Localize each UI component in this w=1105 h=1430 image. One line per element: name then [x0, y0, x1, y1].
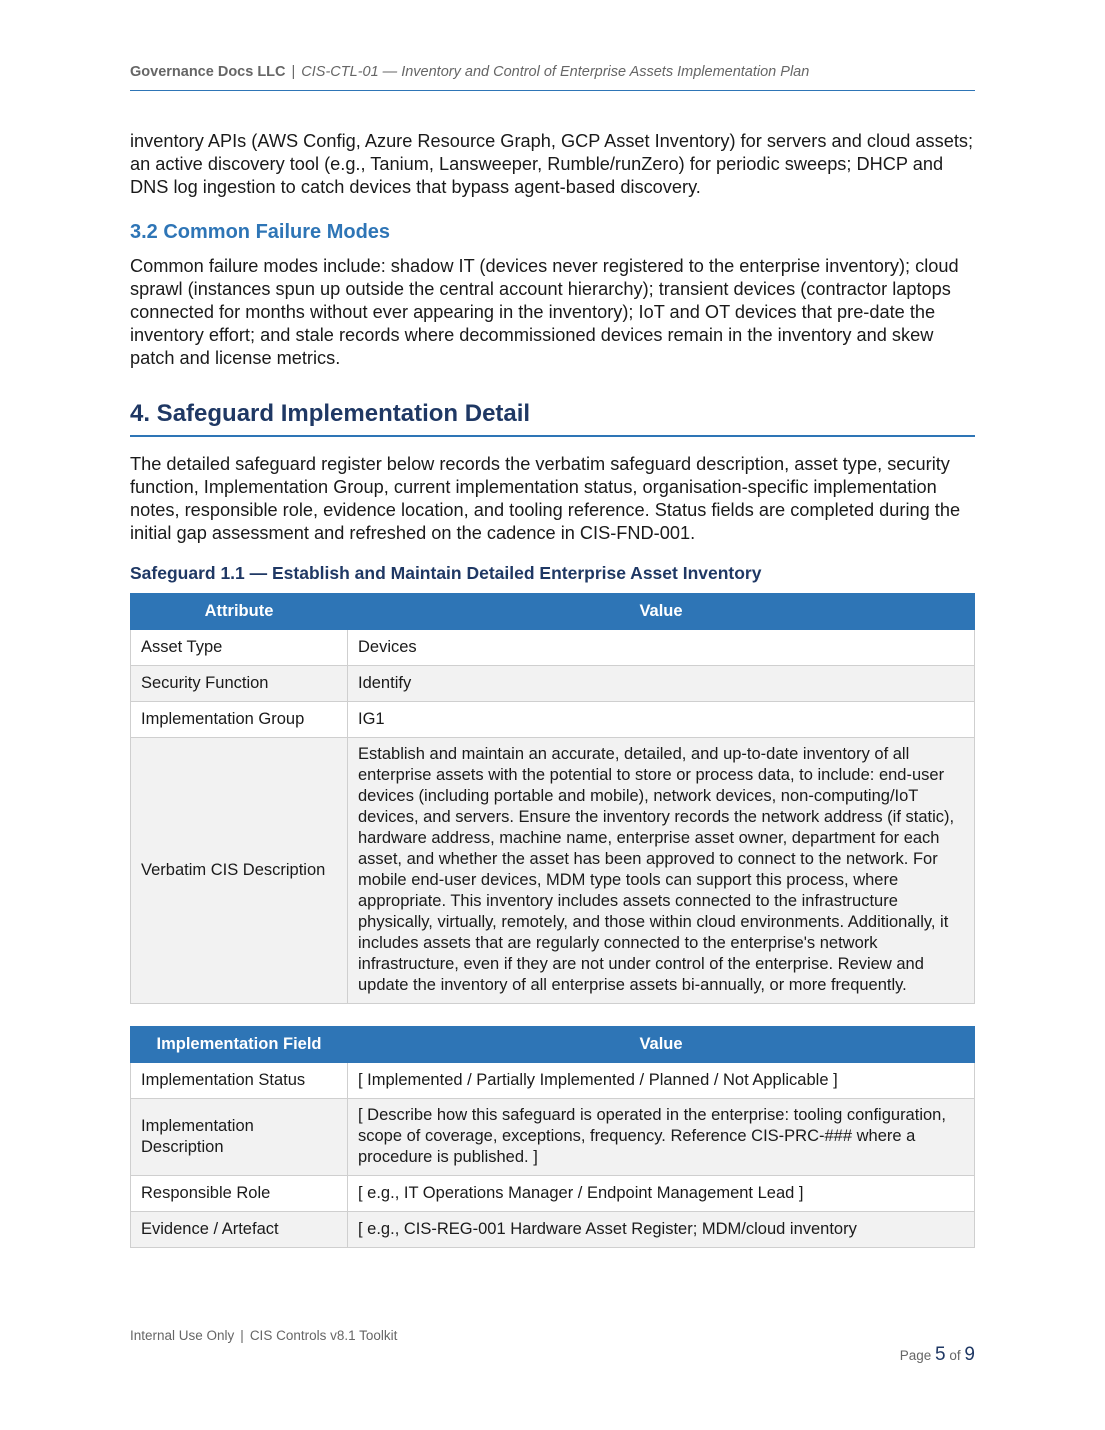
- value-cell: [ Implemented / Partially Implemented / Planned / Not Applicable ]: [348, 1063, 975, 1099]
- section-3-2-heading: 3.2 Common Failure Modes: [130, 221, 391, 243]
- table-row: [131, 738, 975, 1004]
- page-total: 9: [964, 1344, 975, 1365]
- header-separator: |: [291, 64, 296, 80]
- section-4-heading: 4. Safeguard Implementation Detail: [130, 400, 975, 437]
- attribute-cell: Asset Type: [131, 630, 348, 666]
- field-cell: Responsible Role: [131, 1176, 348, 1212]
- safeguard-caption: Safeguard 1.1 — Establish and Maintain Detailed Enterprise Asset Inventory: [130, 563, 762, 583]
- column-header-value: Value: [348, 1027, 975, 1063]
- table-row: [131, 1176, 975, 1212]
- attribute-table-header-row: [131, 594, 975, 630]
- table-row: [131, 702, 975, 738]
- field-cell: Implementation Description: [131, 1099, 348, 1176]
- implementation-table-header-row: [131, 1027, 975, 1063]
- column-header-value: Value: [348, 594, 975, 630]
- section-3-2-body: Common failure modes include: shadow IT (devices never registered to the enterprise inventory); cloud sprawl (instances spun up outside the central account hierarchy); transient devices (contractor laptops connected for months without ever appearing in the inventory); IoT and OT devices that pre-date the inventory effort; and stale records where decommissioned devices remain in the inventory and skew patch and license metrics.: [130, 256, 959, 368]
- page-current: 5: [935, 1344, 946, 1365]
- footer-separator: |: [240, 1328, 244, 1343]
- attribute-table: [130, 593, 975, 1004]
- value-cell: [ e.g., IT Operations Manager / Endpoint Management Lead ]: [348, 1176, 975, 1212]
- page-header: [130, 64, 975, 91]
- value-cell: Establish and maintain an accurate, detailed, and up-to-date inventory of all enterprise assets with the potential to store or process data, to include: end-user devices (including portable and mobile), network devices, non-computing/IoT devices, and servers. Ensure the inventory records the network address (if static), hardware address, machine name, enterprise asset owner, department for each asset, and whether the asset has been approved to connect to the network. For mobile end-user devices, MDM type tools can support this process, where appropriate. This inventory includes assets connected to the infrastructure physically, virtually, remotely, and those within cloud environments. Additionally, it includes assets that are regularly connected to the enterprise's network infrastructure, even if they are not under control of the enterprise. Review and update the inventory of all enterprise assets bi-annually, or more frequently.: [348, 738, 975, 1004]
- footer-toolkit-name: CIS Controls v8.1 Toolkit: [249, 1328, 398, 1343]
- column-header-attribute: Attribute: [131, 594, 348, 630]
- table-row: [131, 630, 975, 666]
- implementation-table: [130, 1026, 975, 1248]
- value-cell: Identify: [348, 666, 975, 702]
- column-header-implementation-field: Implementation Field: [131, 1027, 348, 1063]
- table-row: [131, 1212, 975, 1248]
- page-label: Page: [899, 1348, 932, 1363]
- value-cell: [ Describe how this safeguard is operated in the enterprise: tooling configuration, scope of coverage, exceptions, frequency. Reference CIS-PRC-### where a procedure is published. ]: [348, 1099, 975, 1176]
- page-footer: [130, 1328, 397, 1343]
- document-title: CIS-CTL-01 — Inventory and Control of Enterprise Assets Implementation Plan: [301, 64, 810, 80]
- company-name: Governance Docs LLC: [130, 64, 286, 80]
- attribute-cell: Implementation Group: [131, 702, 348, 738]
- page-number: [900, 1344, 975, 1366]
- footer-classification: Internal Use Only: [130, 1328, 235, 1343]
- table-row: [131, 1099, 975, 1176]
- value-cell: Devices: [348, 630, 975, 666]
- table-row: [131, 1063, 975, 1099]
- field-cell: Implementation Status: [131, 1063, 348, 1099]
- section-4-body: The detailed safeguard register below records the verbatim safeguard description, asset type, security function, Implementation Group, current implementation status, organisation-specific implementation notes, responsible role, evidence location, and tooling reference. Status fields are completed during the initial gap assessment and refreshed on the cadence in CIS-FND-001.: [130, 454, 961, 543]
- value-cell: [ e.g., CIS-REG-001 Hardware Asset Register; MDM/cloud inventory: [348, 1212, 975, 1248]
- value-cell: IG1: [348, 702, 975, 738]
- page-of-label: of: [949, 1348, 961, 1363]
- intro-paragraph: inventory APIs (AWS Config, Azure Resource Graph, GCP Asset Inventory) for servers and cloud assets; an active discovery tool (e.g., Tanium, Lansweeper, Rumble/runZero) for periodic sweeps; DHCP and DNS log ingestion to catch devices that bypass agent-based discovery.: [130, 131, 974, 197]
- attribute-cell: Verbatim CIS Description: [131, 738, 348, 1004]
- attribute-cell: Security Function: [131, 666, 348, 702]
- field-cell: Evidence / Artefact: [131, 1212, 348, 1248]
- main-content: [130, 130, 975, 1248]
- table-row: [131, 666, 975, 702]
